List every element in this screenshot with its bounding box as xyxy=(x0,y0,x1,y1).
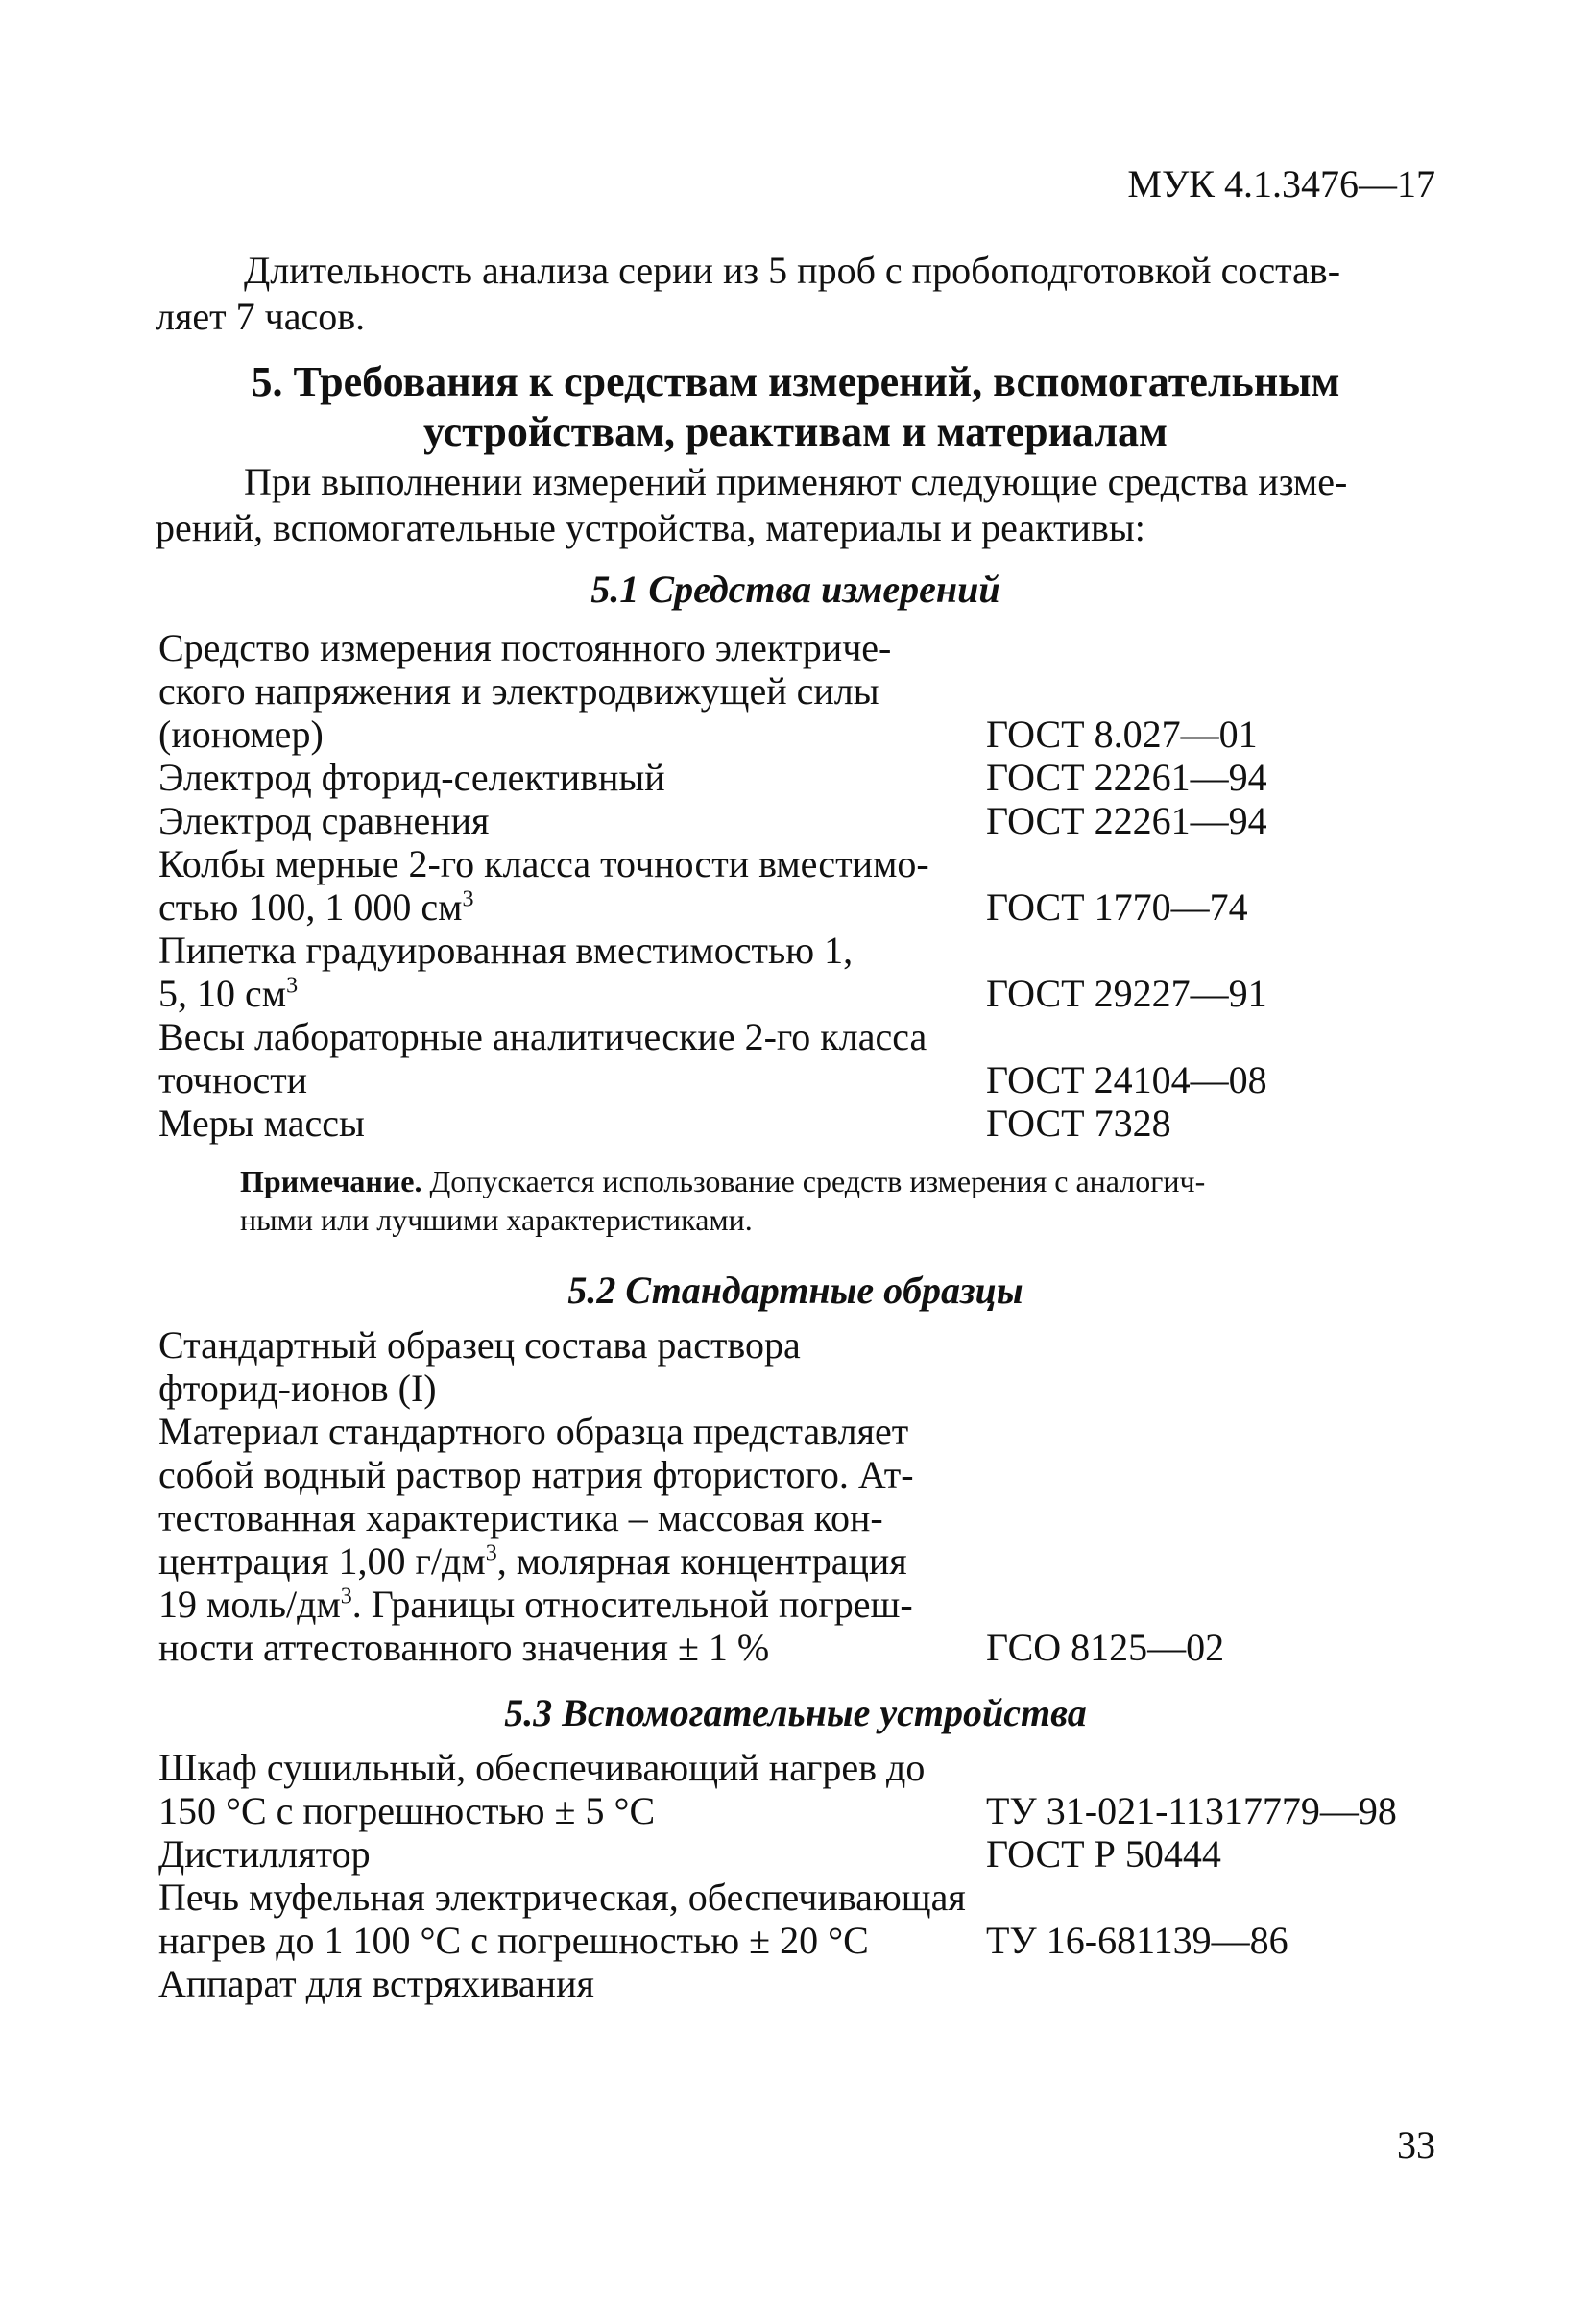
item-pipette-line-1: Пипетка градуированная вместимостью 1, xyxy=(158,929,854,972)
subsection-5-1-title: 5.1 Средства измерений xyxy=(590,568,1000,611)
item-ionomer-standard: ГОСТ 8.027—01 xyxy=(986,713,1258,756)
section-5-title-line-2: устройствам, реактивам и материалам xyxy=(423,408,1168,455)
reference-sample-line-8: ности аттестованного значения ± 1 % xyxy=(158,1626,770,1669)
note-line-2: ными или лучшими характеристиками. xyxy=(240,1202,753,1237)
reference-sample-standard: ГСО 8125—02 xyxy=(986,1626,1225,1669)
note-paragraph xyxy=(240,1162,1435,1200)
intro-line-1: Длительность анализа серии из 5 проб с пробоподготовкой состав- xyxy=(244,249,1341,292)
reference-sample-line-7: 19 моль/$дм^3$. Границы относительной погреш- xyxy=(158,1583,913,1626)
item-weights: Меры массы xyxy=(158,1101,365,1145)
reference-sample-line-2: фторид-ионов (I) xyxy=(158,1367,437,1410)
item-scales-line-1: Весы лабораторные аналитические 2-го класса xyxy=(158,1015,927,1058)
item-ionomer-line-1: Средство измерения постоянного электриче- xyxy=(158,626,892,669)
item-flasks-line-2: стью 100, 1 000 $см^3$ xyxy=(158,885,474,929)
item-scales-standard: ГОСТ 24104—08 xyxy=(986,1058,1267,1101)
intro-line-2: ляет 7 часов. xyxy=(156,295,366,338)
section-5-title-line-1: 5. Требования к средствам измерений, вспомогательным xyxy=(251,358,1340,405)
reference-sample-line-5: тестованная характеристика – массовая кон- xyxy=(158,1496,883,1539)
intro-paragraph xyxy=(156,248,1435,340)
item-distiller: Дистиллятор xyxy=(158,1832,371,1876)
item-muffle-furnace-line-1: Печь муфельная электрическая, обеспечивающая xyxy=(158,1876,966,1919)
page-number: 33 xyxy=(1397,2123,1435,2167)
reference-sample-line-1: Стандартный образец состава раствора xyxy=(158,1323,801,1367)
item-fluoride-electrode-standard: ГОСТ 22261—94 xyxy=(986,756,1267,799)
subsection-5-2-title: 5.2 Стандартные образцы xyxy=(567,1269,1023,1312)
item-ionomer-line-3: (иономер) xyxy=(158,713,324,756)
item-flasks-standard: ГОСТ 1770—74 xyxy=(986,885,1248,929)
note-label: Примечание. xyxy=(240,1164,422,1198)
item-flasks-line-1: Колбы мерные 2-го класса точности вместимо- xyxy=(158,842,929,885)
document-code: МУК 4.1.3476—17 xyxy=(1127,162,1435,206)
item-drying-cabinet-line-1: Шкаф сушильный, обеспечивающий нагрев до xyxy=(158,1746,926,1789)
reference-sample-line-3: Материал стандартного образца представляет xyxy=(158,1410,909,1453)
item-ionomer-line-2: ского напряжения и электродвижущей силы xyxy=(158,669,879,713)
section-5-title xyxy=(156,357,1435,457)
reference-sample-line-4: собой водный раствор натрия фтористого. Ат- xyxy=(158,1453,914,1496)
item-weights-standard: ГОСТ 7328 xyxy=(986,1101,1171,1145)
item-reference-electrode: Электрод сравнения xyxy=(158,799,490,842)
item-muffle-furnace-line-2: нагрев до 1 100 °С с погрешностью ± 20 °С xyxy=(158,1919,869,1962)
item-pipette-line-2: 5, 10 $см^3$ xyxy=(158,972,299,1015)
item-drying-cabinet-standard: ТУ 31-021-11317779—98 xyxy=(986,1789,1397,1832)
item-fluoride-electrode: Электрод фторид-селективный xyxy=(158,756,665,799)
item-distiller-standard: ГОСТ Р 50444 xyxy=(986,1832,1221,1876)
item-muffle-furnace-standard: ТУ 16-681139—86 xyxy=(986,1919,1288,1962)
item-scales-line-2: точности xyxy=(158,1058,308,1101)
reference-sample-line-6: центрация 1,00 $г/дм^3$, молярная концентрация xyxy=(158,1539,907,1583)
item-shaker: Аппарат для встряхивания xyxy=(158,1962,594,2005)
subsection-5-3-title: 5.3 Вспомогательные устройства xyxy=(504,1691,1087,1734)
section-5-paragraph xyxy=(156,459,1435,551)
section-5-para-line-2: рений, вспомогательные устройства, материалы и реактивы: xyxy=(156,506,1145,549)
section-5-para-line-1: При выполнении измерений применяют следующие средства изме- xyxy=(244,460,1348,503)
note-line-1: Допускается использование средств измерения с аналогич- xyxy=(421,1164,1206,1198)
item-reference-electrode-standard: ГОСТ 22261—94 xyxy=(986,799,1267,842)
item-drying-cabinet-line-2: 150 °С с погрешностью ± 5 °С xyxy=(158,1789,656,1832)
item-pipette-standard: ГОСТ 29227—91 xyxy=(986,972,1267,1015)
